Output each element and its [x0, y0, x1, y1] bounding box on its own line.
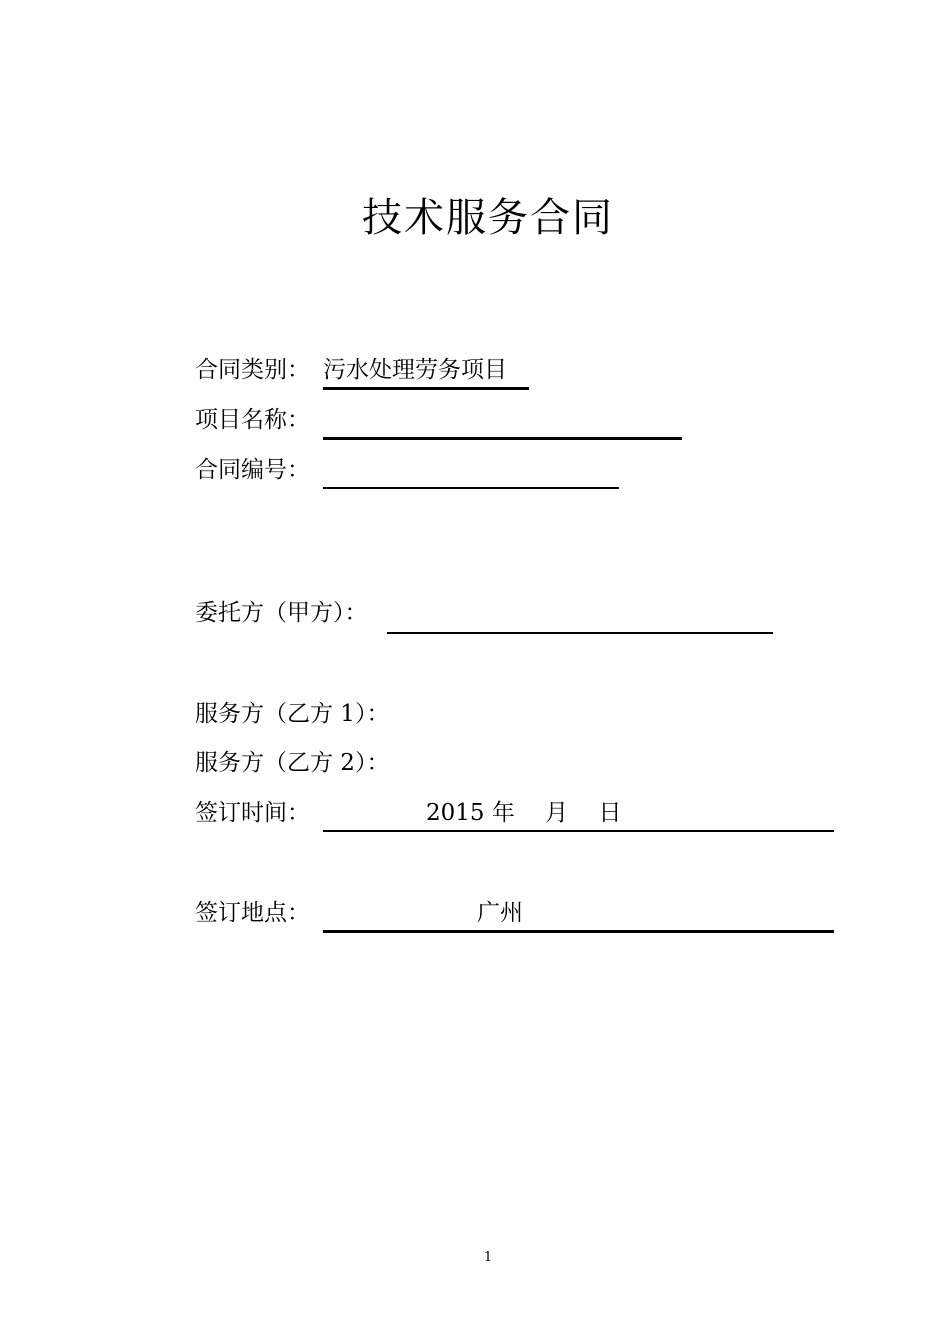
sign-place-value: 广州 — [477, 900, 523, 926]
contract-type-value: 污水处理劳务项目 — [323, 357, 507, 383]
client-label: 委托方（甲方）： — [195, 600, 368, 626]
sign-date-label: 签订时间： — [195, 800, 310, 826]
sign-date-underline — [323, 830, 834, 832]
contract-type-underline — [323, 387, 529, 390]
provider-2-label: 服务方（乙方 2）： — [195, 750, 390, 776]
sign-place-underline — [323, 930, 834, 933]
document-title: 技术服务合同 — [362, 195, 614, 241]
contract-type-label: 合同类别： — [195, 357, 310, 383]
contract-number-label: 合同编号： — [195, 457, 310, 483]
sign-place-label: 签订地点： — [195, 900, 310, 926]
provider-1-label: 服务方（乙方 1）： — [195, 701, 390, 727]
page-number: 1 — [483, 1250, 493, 1265]
project-name-label: 项目名称： — [195, 407, 310, 433]
contract-number-underline — [323, 487, 619, 489]
project-name-underline — [323, 437, 682, 440]
client-underline — [387, 632, 773, 634]
sign-date-value: 2015 年 月 日 — [426, 800, 622, 826]
